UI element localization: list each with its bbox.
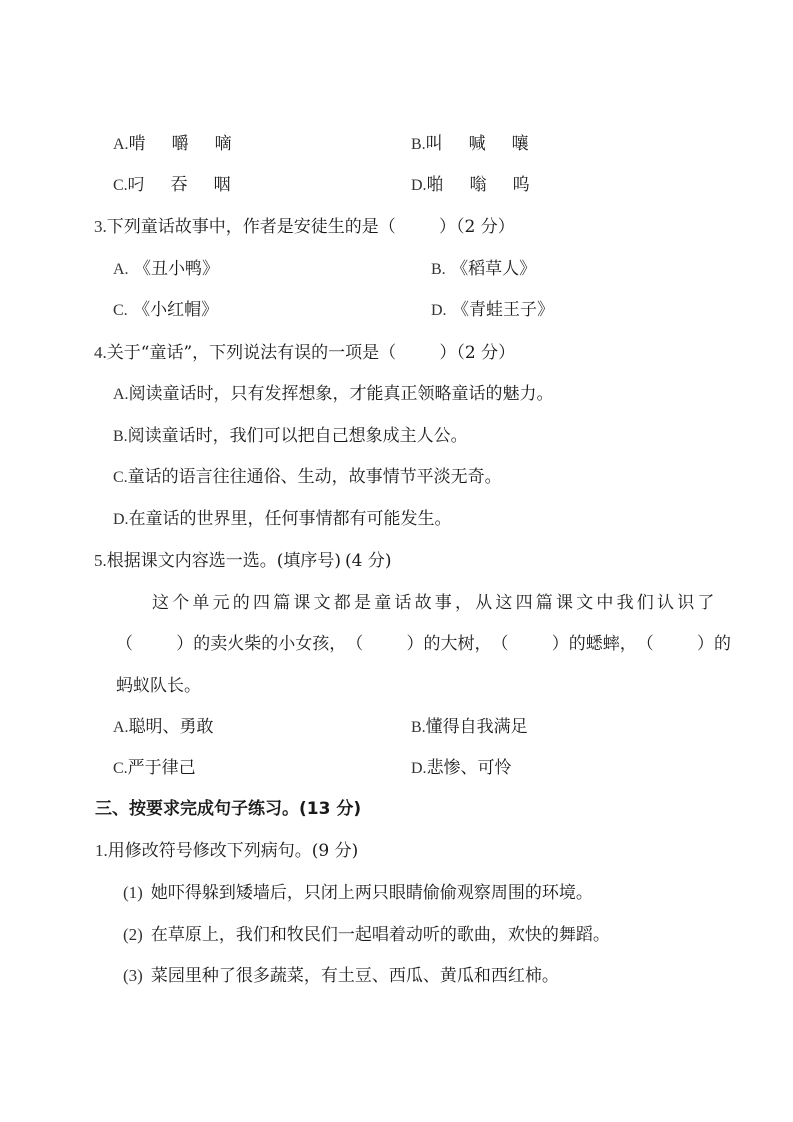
- sentence-item-1: [123, 882, 593, 904]
- question-4-stem: [94, 342, 515, 364]
- option-text: 悲惨、可怜: [426, 758, 512, 778]
- passage-text: 的: [713, 634, 731, 654]
- q5-option-a: [113, 716, 214, 739]
- question-number: 3.: [94, 217, 107, 236]
- q3-option-d: [431, 299, 554, 322]
- option-char: 啪: [426, 175, 444, 195]
- option-label: C.: [113, 177, 128, 194]
- q5-option-c: [113, 757, 196, 780]
- option-label: A.: [113, 261, 129, 278]
- section-title: 三、按要求完成句子练习。: [95, 799, 299, 819]
- q4-option-c: [113, 466, 502, 489]
- answer-blank[interactable]: （ ）: [346, 634, 424, 654]
- option-char: 嗡: [469, 175, 487, 195]
- option-char: 叫: [425, 134, 443, 154]
- option-text: 《小红帽》: [133, 300, 219, 320]
- option-label: C.: [113, 302, 128, 319]
- option-label: B.: [431, 261, 446, 278]
- question-text: 关于“童话”，下列说法有误的一项是: [106, 343, 380, 363]
- option-label: C.: [113, 760, 128, 777]
- option-text: 阅读童话时，只有发挥想象，才能真正领略童话的魅力。: [128, 384, 554, 404]
- passage-text: 的蟋蟀，: [568, 634, 637, 654]
- q4-option-b: [113, 425, 468, 448]
- option-label: D.: [411, 177, 427, 194]
- option-text: 《丑小鸭》: [133, 259, 219, 279]
- sentence-item-3: [123, 965, 559, 987]
- question-5-stem: [94, 550, 392, 572]
- section-score: (13 分): [299, 799, 362, 819]
- option-label: B.: [411, 719, 426, 736]
- answer-blank[interactable]: （ ）: [491, 634, 569, 654]
- sentence-text: 菜园里种了很多蔬菜，有土豆、西瓜、黄瓜和西红柿。: [150, 966, 559, 986]
- question-score: （2 分）: [456, 343, 516, 363]
- option-char: 呜: [512, 175, 530, 195]
- option-text: 阅读童话时，我们可以把自己想象成主人公。: [127, 426, 468, 446]
- option-char: 啃: [128, 134, 146, 154]
- question-number: 1.: [95, 841, 108, 860]
- question-score: (4 分): [345, 551, 392, 571]
- option-label: B.: [411, 136, 426, 153]
- option-label: A.: [113, 136, 129, 153]
- answer-blank[interactable]: （ ）: [116, 634, 194, 654]
- q3-option-c: [113, 299, 218, 322]
- option-char: 喊: [468, 134, 486, 154]
- section-3-question-1-stem: [95, 840, 358, 862]
- answer-blank[interactable]: （ ）: [378, 217, 456, 237]
- answer-blank[interactable]: （ ）: [379, 343, 457, 363]
- option-text: 聪明、勇敢: [128, 717, 214, 737]
- passage-text: 的大树，: [423, 634, 492, 654]
- q2-option-c: [113, 174, 231, 197]
- sentence-text: 她吓得躲到矮墙后，只闭上两只眼睛偷偷观察周围的环境。: [150, 883, 593, 903]
- question-3-stem: [94, 216, 515, 238]
- option-label: D.: [431, 302, 447, 319]
- option-char: 嚼: [171, 134, 189, 154]
- q5-passage-line-1: 这个单元的四篇课文都是童话故事，从这四篇课文中我们认识了: [152, 593, 718, 613]
- question-number: 5.: [94, 551, 107, 570]
- q4-option-d: [113, 508, 452, 531]
- q5-option-b: [411, 716, 528, 739]
- q3-option-b: [431, 258, 536, 281]
- q4-option-a: [113, 383, 554, 406]
- sentence-item-2: [123, 924, 610, 946]
- question-number: 4.: [94, 343, 107, 362]
- option-label: A.: [113, 386, 129, 403]
- option-text: 《稻草人》: [451, 259, 537, 279]
- option-char: 咽: [213, 175, 231, 195]
- option-text: 在童话的世界里，任何事情都有可能发生。: [128, 509, 452, 529]
- question-score: （2 分）: [455, 217, 515, 237]
- sentence-text: 在草原上，我们和牧民们一起唱着动听的歌曲，欢快的舞蹈。: [150, 925, 610, 945]
- option-text: 懂得自我满足: [425, 717, 528, 737]
- q5-passage-line-3: 蚂蚁队长。: [116, 676, 201, 696]
- q2-option-b: [411, 133, 529, 156]
- item-number: (1): [123, 883, 143, 902]
- option-label: A.: [113, 719, 129, 736]
- q5-option-d: [411, 757, 512, 780]
- option-text: 童话的语言往往通俗、生动，故事情节平淡无奇。: [127, 467, 502, 487]
- section-3-heading: [95, 798, 361, 820]
- option-char: 嚷: [511, 134, 529, 154]
- answer-blank[interactable]: （ ）: [636, 634, 714, 654]
- q2-option-a: [113, 133, 232, 156]
- question-text: 根据课文内容选一选。: [106, 551, 277, 571]
- item-number: (2): [123, 925, 143, 944]
- option-text: 《青蛙王子》: [451, 300, 554, 320]
- option-label: D.: [411, 760, 427, 777]
- item-number: (3): [123, 966, 143, 985]
- option-text: 严于律己: [127, 758, 196, 778]
- option-label: C.: [113, 469, 128, 486]
- q3-option-a: [113, 258, 219, 281]
- option-label: D.: [113, 511, 129, 528]
- question-text: 下列童话故事中，作者是安徒生的是: [106, 217, 379, 237]
- option-char: 叼: [127, 175, 145, 195]
- question-note: (填序号): [276, 551, 342, 571]
- question-text: 用修改符号修改下列病句。: [107, 841, 312, 861]
- passage-text: 的卖火柴的小女孩，: [193, 634, 347, 654]
- q2-option-d: [411, 174, 530, 197]
- option-char: 嘀: [214, 134, 232, 154]
- option-char: 吞: [170, 175, 188, 195]
- question-score: (9 分): [311, 841, 359, 861]
- option-label: B.: [113, 428, 128, 445]
- q5-passage-line-2: [116, 633, 731, 655]
